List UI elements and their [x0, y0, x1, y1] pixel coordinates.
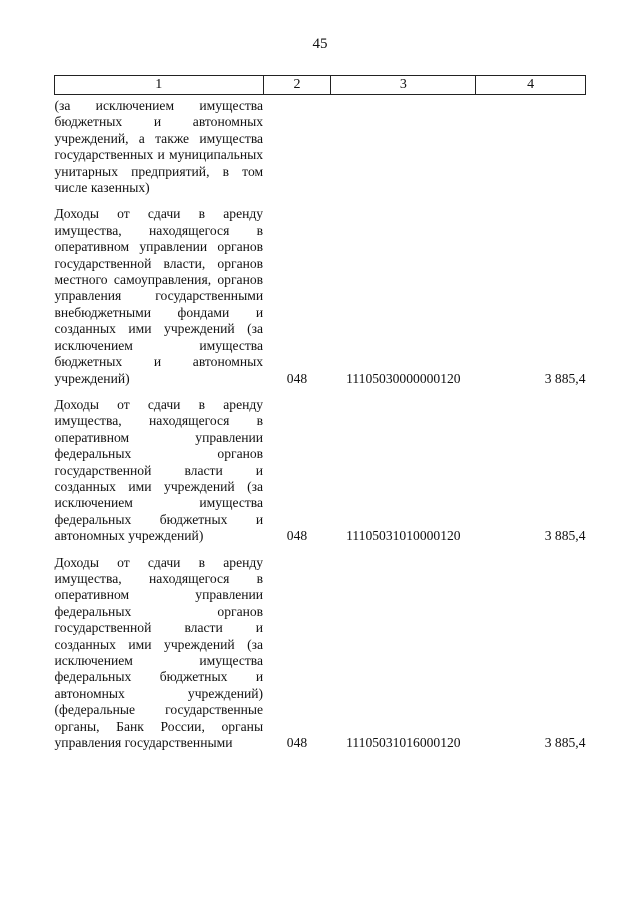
page-number: 45	[312, 36, 328, 52]
amount: 3 885,4	[544, 735, 586, 751]
admin-code: 048	[286, 370, 308, 386]
admin-code	[263, 95, 331, 197]
revenue-name: (за исключением имущества бюджетных и автономных учреждений, а также имущества государственных и муниципальных унитарных предприятий, в том числе казенных)	[54, 98, 264, 196]
amount	[476, 95, 586, 197]
admin-code: 048	[286, 528, 308, 544]
admin-code: 048	[286, 735, 308, 751]
table-row	[55, 555, 586, 752]
table-row	[55, 397, 586, 545]
column-header-2: 2	[263, 76, 331, 95]
amount: 3 885,4	[544, 528, 586, 544]
amount: 3 885,4	[544, 370, 586, 386]
column-header-1: 1	[55, 76, 264, 95]
budget-classification-code: 11105030000000120	[346, 370, 461, 386]
table-row	[55, 206, 586, 386]
budget-classification-code: 11105031016000120	[346, 735, 461, 751]
budget-classification-code: 11105031010000120	[346, 528, 461, 544]
table-header	[55, 76, 586, 95]
revenue-name: Доходы от сдачи в аренду имущества, находящегося в оперативном управлении федеральных органов государственной власти и созданных ими учреждений (за исключением имущества федеральных бюджетных и автономных учреждений) (федеральные государственные органы, Банк России, органы управления государственными	[54, 554, 264, 751]
budget-classification-code	[331, 95, 476, 197]
revenue-name: Доходы от сдачи в аренду имущества, находящегося в оперативном управлении федеральных органов государственной власти и созданных ими учреждений (за исключением имущества федеральных бюджетных и автономных учреждений)	[54, 396, 264, 544]
column-header-3: 3	[331, 76, 476, 95]
revenue-name: Доходы от сдачи в аренду имущества, находящегося в оперативном управлении органов государственной власти, органов местного самоуправления, органов управления государственными внебюджетными фондами и созданных ими учреждений (за исключением имущества бюджетных и автономных учреждений)	[54, 206, 264, 386]
table-row	[55, 95, 586, 197]
revenue-table	[54, 75, 586, 751]
column-header-4: 4	[476, 76, 586, 95]
